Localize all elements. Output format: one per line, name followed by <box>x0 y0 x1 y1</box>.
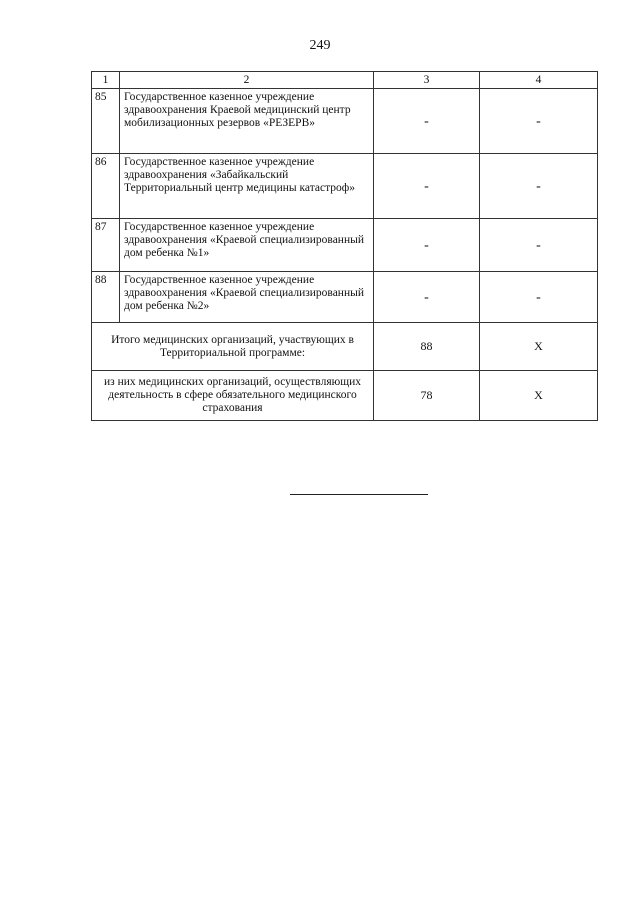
header-col-3: 3 <box>374 72 480 89</box>
header-col-2: 2 <box>120 72 374 89</box>
subtotal-row <box>92 371 598 421</box>
row-col4-value: - <box>480 272 598 323</box>
end-separator-line <box>290 494 428 495</box>
row-col3-value: - <box>374 272 480 323</box>
total-row <box>92 323 598 371</box>
row-col3-value: - <box>374 154 480 219</box>
total-col4-value: X <box>480 323 598 371</box>
organizations-table <box>91 71 598 421</box>
row-number: 85 <box>92 89 120 154</box>
table-row <box>92 154 598 219</box>
table-row <box>92 272 598 323</box>
subtotal-col4-value: X <box>480 371 598 421</box>
total-col3-value: 88 <box>374 323 480 371</box>
page-number: 249 <box>309 38 331 53</box>
organization-name: Государственное казенное учреждение здравоохранения «Забайкальский Территориальный центр медицины катастроф» <box>120 154 374 219</box>
subtotal-col3-value: 78 <box>374 371 480 421</box>
row-number: 88 <box>92 272 120 323</box>
header-col-4: 4 <box>480 72 598 89</box>
subtotal-label: из них медицинских организаций, осуществляющих деятельность в сфере обязательного медицинского страхования <box>92 371 374 421</box>
row-number: 86 <box>92 154 120 219</box>
total-label: Итого медицинских организаций, участвующих в Территориальной программе: <box>92 323 374 371</box>
organization-name: Государственное казенное учреждение здравоохранения Краевой медицинский центр мобилизационных резервов «РЕЗЕРВ» <box>120 89 374 154</box>
row-col4-value: - <box>480 89 598 154</box>
table-row <box>92 89 598 154</box>
row-number: 87 <box>92 219 120 272</box>
table-row <box>92 219 598 272</box>
row-col4-value: - <box>480 154 598 219</box>
table-header-row <box>92 72 598 89</box>
row-col3-value: - <box>374 89 480 154</box>
organization-name: Государственное казенное учреждение здравоохранения «Краевой специализированный дом ребенка №2» <box>120 272 374 323</box>
organization-name: Государственное казенное учреждение здравоохранения «Краевой специализированный дом ребенка №1» <box>120 219 374 272</box>
row-col3-value: - <box>374 219 480 272</box>
row-col4-value: - <box>480 219 598 272</box>
header-col-1: 1 <box>92 72 120 89</box>
